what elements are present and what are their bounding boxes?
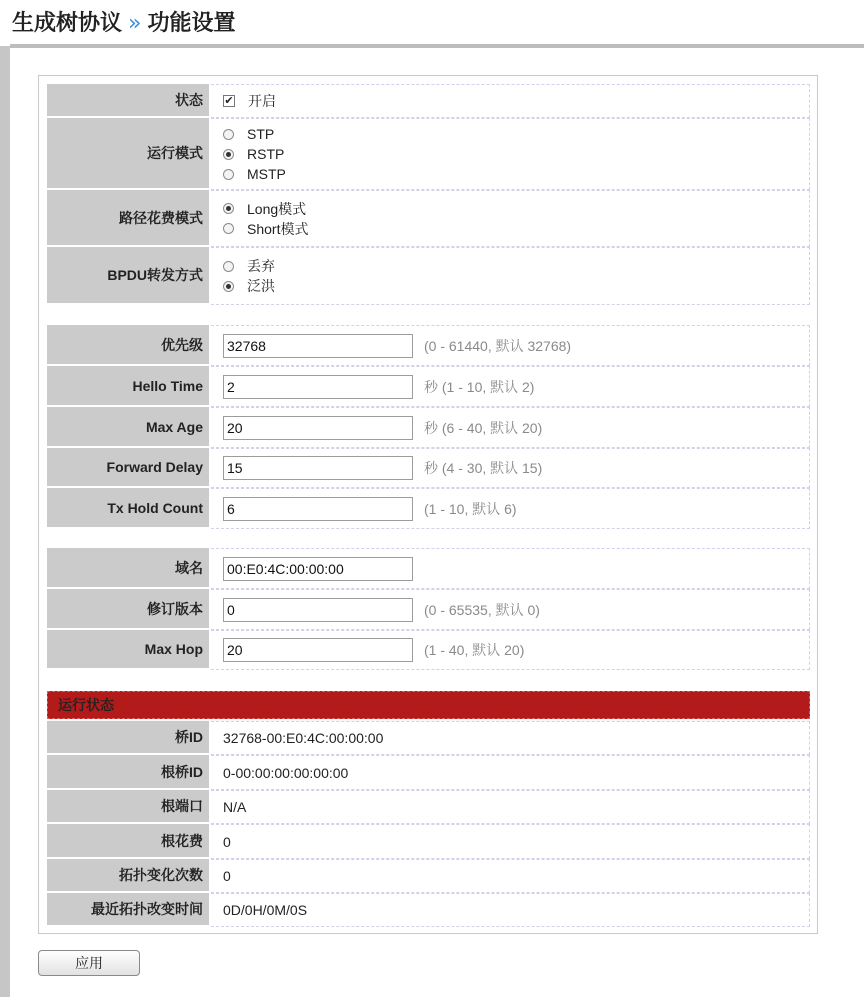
- forward-delay-hint: 秒 (4 - 30, 默认 15): [424, 460, 543, 476]
- hello-time-input[interactable]: [223, 375, 413, 399]
- tx-hold-count-hint: (1 - 10, 默认 6): [424, 500, 517, 517]
- tx-hold-count-label: Tx Hold Count: [47, 488, 209, 529]
- radio-flood-label: 泛洪: [247, 278, 275, 294]
- priority-input[interactable]: [223, 334, 413, 358]
- path-cost-row: [47, 190, 810, 247]
- path-cost-label: 路径花费模式: [47, 190, 209, 247]
- topology-changes-row: [47, 859, 810, 893]
- state-checkbox-label: 开启: [248, 93, 276, 109]
- region-name-row: [47, 548, 810, 589]
- left-frame-bar: [0, 0, 10, 997]
- max-hop-row: [47, 630, 810, 670]
- mode-label: 运行模式: [47, 118, 209, 190]
- bpdu-options: [211, 247, 810, 305]
- state-row: [47, 84, 810, 118]
- root-port-value: N/A: [211, 790, 810, 824]
- max-hop-input[interactable]: [223, 638, 413, 662]
- forward-delay-input[interactable]: [223, 456, 413, 480]
- state-value: [211, 84, 810, 118]
- root-bridge-id-value: 0-00:00:00:00:00:00: [211, 755, 810, 790]
- radio-discard-label: 丢弃: [247, 258, 275, 274]
- revision-input[interactable]: [223, 598, 413, 622]
- radio-rstp[interactable]: [223, 149, 234, 160]
- max-age-row: [47, 407, 810, 448]
- radio-flood[interactable]: [223, 281, 234, 292]
- last-topology-change-value: 0D/0H/0M/0S: [211, 893, 810, 927]
- radio-long[interactable]: [223, 203, 234, 214]
- bpdu-option-flood[interactable]: [223, 276, 275, 296]
- radio-stp-label: STP: [247, 126, 275, 142]
- state-checkbox[interactable]: [223, 95, 235, 107]
- root-cost-row: [47, 824, 810, 859]
- radio-stp[interactable]: [223, 129, 234, 140]
- mode-row: [47, 118, 810, 190]
- region-name-input[interactable]: [223, 557, 413, 581]
- radio-short[interactable]: [223, 223, 234, 234]
- radio-long-label: Long模式: [247, 200, 307, 217]
- breadcrumb: [12, 6, 236, 37]
- priority-label: 优先级: [47, 325, 209, 366]
- topology-changes-label: 拓扑变化次数: [47, 859, 209, 893]
- priority-hint: (0 - 61440, 默认 32768): [424, 337, 572, 354]
- bridge-id-value: 32768-00:E0:4C:00:00:00: [211, 721, 810, 755]
- mode-option-rstp[interactable]: [223, 144, 284, 164]
- bridge-id-row: [47, 721, 810, 755]
- forward-delay-row: [47, 448, 810, 488]
- bpdu-label: BPDU转发方式: [47, 247, 209, 305]
- max-age-hint: 秒 (6 - 40, 默认 20): [424, 419, 543, 436]
- last-topology-change-label: 最近拓扑改变时间: [47, 893, 209, 927]
- header-divider: [10, 44, 864, 48]
- page-title: 功能设置: [147, 11, 236, 36]
- hello-time-row: [47, 366, 810, 407]
- revision-label: 修订版本: [47, 589, 209, 630]
- priority-row: [47, 325, 810, 366]
- bpdu-option-discard[interactable]: [223, 256, 275, 276]
- root-bridge-id-label: 根桥ID: [47, 755, 209, 790]
- tx-hold-count-value: [211, 488, 810, 529]
- breadcrumb-separator-icon: »: [128, 11, 142, 36]
- status-section-header: 运行状态: [47, 691, 810, 719]
- forward-delay-label: Forward Delay: [47, 448, 209, 488]
- breadcrumb-parent: 生成树协议: [12, 11, 123, 36]
- radio-short-label: Short模式: [247, 220, 309, 237]
- mode-option-stp[interactable]: [223, 124, 274, 144]
- path-cost-options: [211, 190, 810, 247]
- page-header: [0, 0, 864, 46]
- hello-time-hint: 秒 (1 - 10, 默认 2): [424, 378, 535, 395]
- priority-value: [211, 325, 810, 366]
- path-cost-option-short[interactable]: [223, 219, 308, 239]
- bpdu-row: [47, 247, 810, 305]
- path-cost-option-long[interactable]: [223, 199, 306, 219]
- max-hop-value: [211, 630, 810, 670]
- root-port-label: 根端口: [47, 790, 209, 824]
- tx-hold-count-input[interactable]: [223, 497, 413, 521]
- region-name-value: [211, 548, 810, 589]
- root-bridge-id-row: [47, 755, 810, 790]
- state-label: 状态: [47, 84, 209, 118]
- root-cost-label: 根花费: [47, 824, 209, 859]
- region-name-label: 域名: [47, 548, 209, 589]
- max-age-input[interactable]: [223, 416, 413, 440]
- forward-delay-value: [211, 448, 810, 488]
- bridge-id-label: 桥ID: [47, 721, 209, 755]
- checkmark-icon: ✔: [224, 94, 234, 107]
- mode-options: [211, 118, 810, 190]
- settings-panel: [38, 75, 818, 934]
- revision-row: [47, 589, 810, 630]
- last-topology-change-row: [47, 893, 810, 927]
- hello-time-label: Hello Time: [47, 366, 209, 407]
- topology-changes-value: 0: [211, 859, 810, 893]
- max-hop-label: Max Hop: [47, 630, 209, 670]
- hello-time-value: [211, 366, 810, 407]
- radio-rstp-label: RSTP: [247, 146, 285, 162]
- root-port-row: [47, 790, 810, 824]
- max-age-label: Max Age: [47, 407, 209, 448]
- max-hop-hint: (1 - 40, 默认 20): [424, 642, 525, 658]
- max-age-value: [211, 407, 810, 448]
- radio-mstp[interactable]: [223, 169, 234, 180]
- apply-button[interactable]: 应用: [38, 950, 140, 976]
- tx-hold-count-row: [47, 488, 810, 529]
- revision-value: [211, 589, 810, 630]
- mode-option-mstp[interactable]: [223, 164, 286, 184]
- radio-discard[interactable]: [223, 261, 234, 272]
- radio-mstp-label: MSTP: [247, 166, 286, 182]
- revision-hint: (0 - 65535, 默认 0): [424, 601, 540, 618]
- root-cost-value: 0: [211, 824, 810, 859]
